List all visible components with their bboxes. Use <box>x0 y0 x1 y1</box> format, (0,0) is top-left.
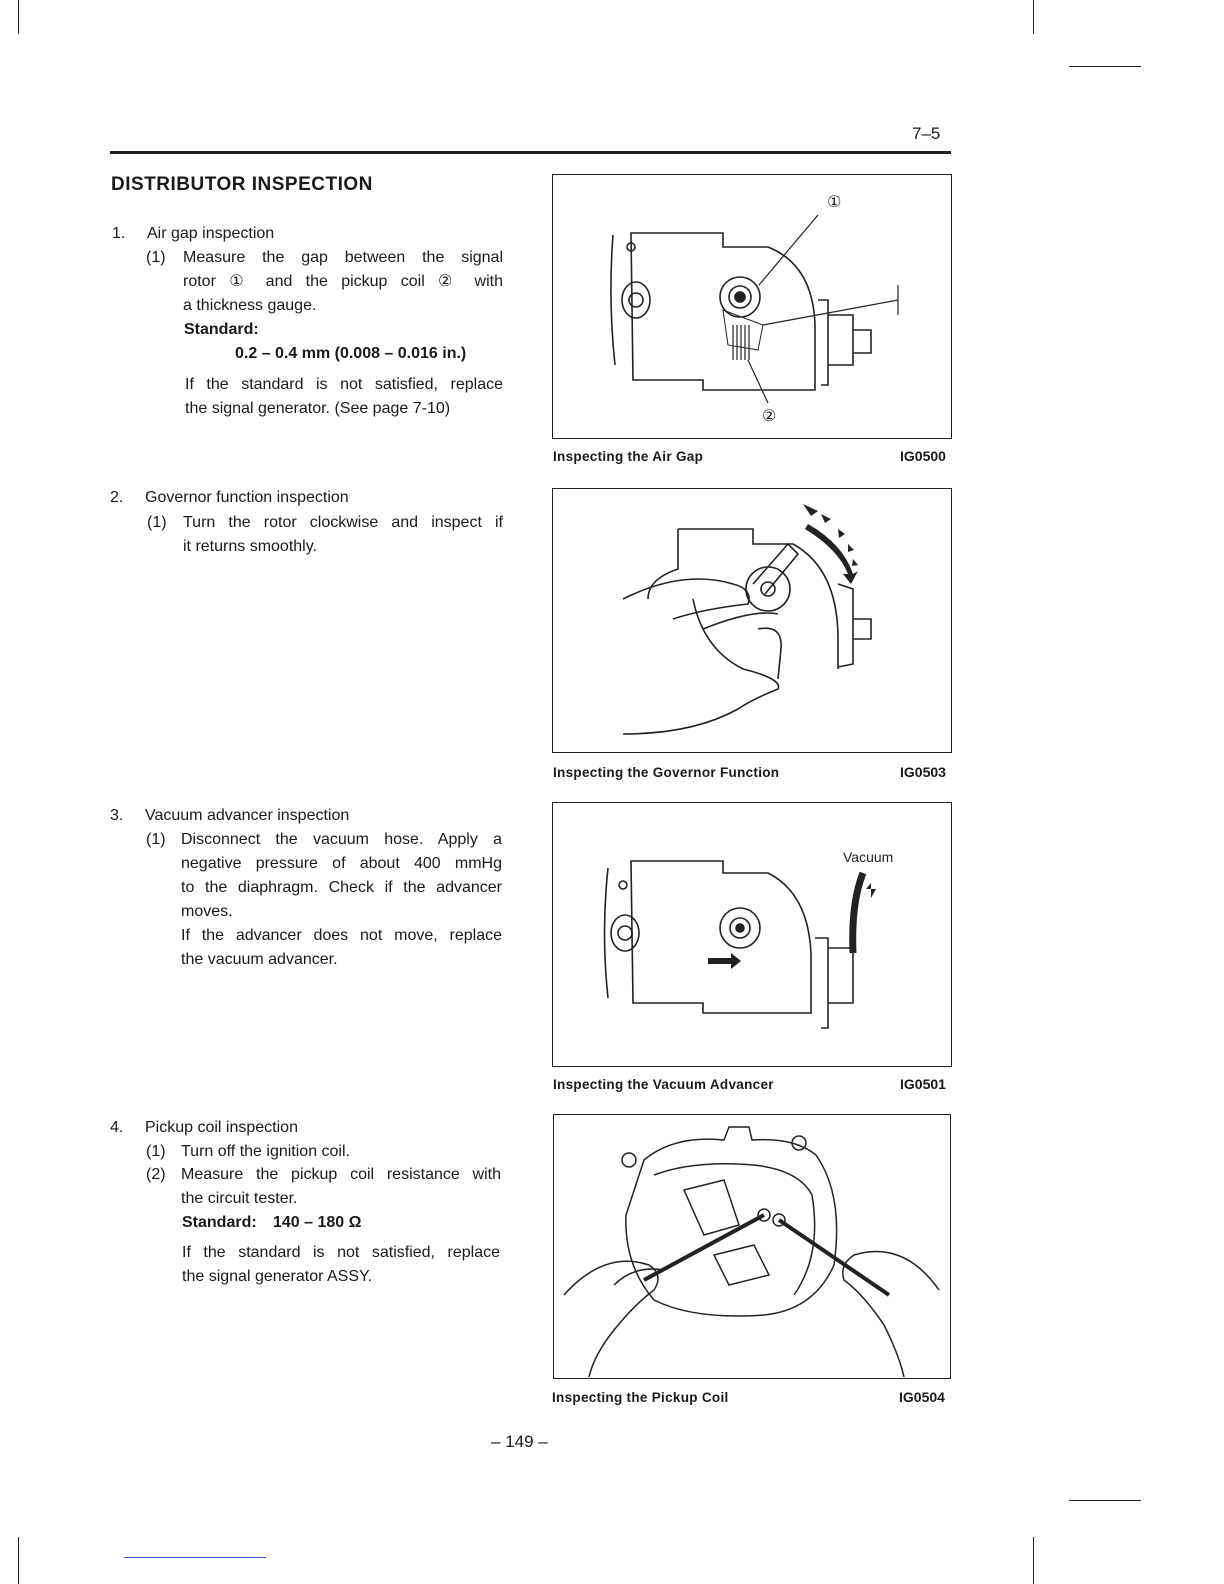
page-footer: – 149 – <box>491 1432 548 1451</box>
header-rule <box>110 151 951 154</box>
step-heading: Governor function inspection <box>145 489 349 506</box>
body-line: Measure the gap between the signal <box>183 249 503 266</box>
governor-illustration <box>553 489 950 751</box>
body-line: moves. <box>181 903 233 920</box>
standard-label: Standard: <box>184 321 259 338</box>
crop-mark <box>1069 66 1141 67</box>
crop-mark <box>1033 0 1034 34</box>
body-line: to the diaphragm. Check if the advancer <box>181 879 502 896</box>
note-line: If the standard is not satisfied, replace <box>185 376 503 393</box>
step-body <box>181 828 502 972</box>
standard-value: 140 – 180 Ω <box>273 1214 362 1231</box>
crop-mark <box>1069 1500 1141 1501</box>
pickup-coil-illustration <box>554 1115 949 1377</box>
body-line: negative pressure of about 400 mmHg <box>181 855 502 872</box>
crop-mark <box>1033 1537 1034 1584</box>
body-line: rotor ① and the pickup coil ② with <box>183 273 503 290</box>
figure-code: IG0504 <box>899 1389 945 1405</box>
note-line: If the standard is not satisfied, replace <box>182 1244 500 1261</box>
figure-governor <box>552 488 952 753</box>
body-line: a thickness gauge. <box>183 297 317 314</box>
figure-caption: Inspecting the Air Gap <box>553 449 704 464</box>
figure-code: IG0503 <box>900 764 946 780</box>
note-line: the signal generator ASSY. <box>182 1268 373 1285</box>
callout-2: ② <box>762 406 777 425</box>
standard-label: Standard: <box>182 1214 257 1231</box>
step-number: 1. <box>112 225 126 242</box>
step-body <box>181 1163 501 1211</box>
figure-caption: Inspecting the Pickup Coil <box>552 1390 729 1405</box>
body-line: If the advancer does not move, replace <box>181 927 502 944</box>
body-line: the circuit tester. <box>181 1190 298 1207</box>
figure-caption: Inspecting the Vacuum Advancer <box>553 1077 774 1092</box>
step-number: 4. <box>110 1119 124 1136</box>
distributor-illustration <box>553 175 950 437</box>
figure-caption: Inspecting the Governor Function <box>553 765 780 780</box>
substep-number: (1) <box>146 831 166 848</box>
substep-number: (2) <box>146 1166 166 1183</box>
vacuum-illustration <box>553 803 950 1065</box>
step-number: 3. <box>110 807 124 824</box>
step-heading: Pickup coil inspection <box>145 1119 298 1136</box>
crop-mark <box>18 1537 19 1584</box>
step-note <box>185 373 503 421</box>
step-body <box>183 246 503 318</box>
link-underline <box>124 1557 266 1558</box>
figure-code: IG0500 <box>900 448 946 464</box>
body-line: the vacuum advancer. <box>181 951 338 968</box>
substep-number: (1) <box>146 1143 166 1160</box>
substep-number: (1) <box>146 249 166 266</box>
step-heading: Vacuum advancer inspection <box>145 807 350 824</box>
section-number: 7–5 <box>912 124 941 143</box>
body-line: Measure the pickup coil resistance with <box>181 1166 501 1183</box>
step-note <box>182 1241 500 1289</box>
substep-text: Turn off the ignition coil. <box>181 1143 350 1160</box>
note-line: the signal generator. (See page 7-10) <box>185 400 451 417</box>
standard-value: 0.2 – 0.4 mm (0.008 – 0.016 in.) <box>235 345 467 362</box>
crop-mark <box>18 0 19 34</box>
vacuum-label: Vacuum <box>843 849 894 865</box>
step-heading: Air gap inspection <box>147 225 275 242</box>
step-number: 2. <box>110 489 124 506</box>
body-line: Disconnect the vacuum hose. Apply a <box>181 831 502 848</box>
step-body <box>183 511 503 559</box>
figure-pickup-coil <box>553 1114 951 1379</box>
body-line: Turn the rotor clockwise and inspect if <box>183 514 503 531</box>
figure-vacuum-advancer <box>552 802 952 1067</box>
callout-1: ① <box>827 192 842 211</box>
figure-air-gap <box>552 174 952 439</box>
page-title: DISTRIBUTOR INSPECTION <box>111 174 373 195</box>
figure-code: IG0501 <box>900 1076 946 1092</box>
substep-number: (1) <box>147 514 167 531</box>
body-line: it returns smoothly. <box>183 538 317 555</box>
